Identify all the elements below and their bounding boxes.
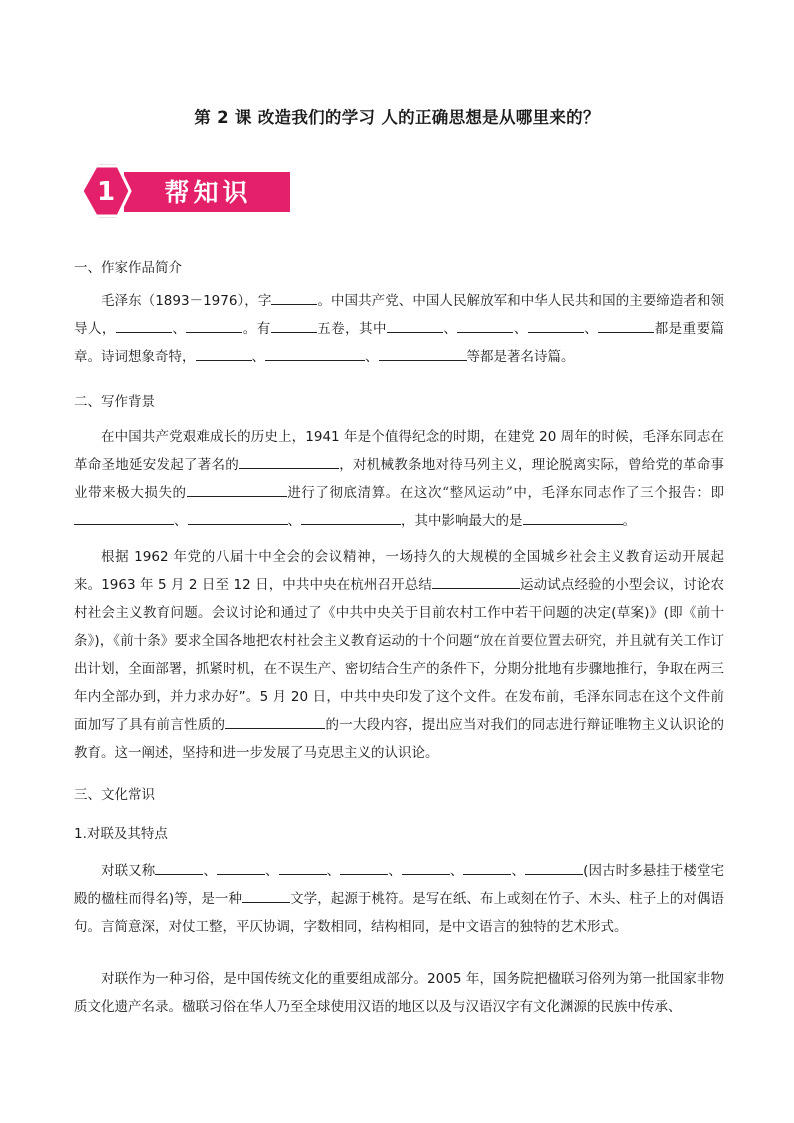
section-heading-3: 三、文化常识: [74, 787, 155, 803]
section-banner: [78, 160, 292, 222]
banner-label: 帮知识: [164, 178, 252, 207]
fill-blank[interactable]: [186, 317, 242, 333]
fill-blank[interactable]: [432, 573, 520, 589]
fill-blank[interactable]: [242, 887, 290, 903]
fill-blank[interactable]: [525, 859, 583, 875]
fill-blank[interactable]: [196, 345, 252, 361]
fill-blank[interactable]: [239, 453, 339, 469]
section-heading-1: 一、作家作品简介: [74, 260, 182, 276]
fill-blank[interactable]: [523, 509, 623, 525]
fill-blank[interactable]: [271, 317, 317, 333]
fill-blank[interactable]: [528, 317, 584, 333]
background-paragraph-1: 在中国共产党艰难成长的历史上，1941 年是个值得纪念的时期，在建党 20 周年的时候，毛泽东同志在革命圣地延安发起了著名的 ，对机械教条地对待马列主义，理论脱离实际，曾给党的革命事业带来极大损失的 进行了彻底清算。在这次“整风运动”中，毛泽东同志作了三个报告：即、 、 ，其中影响最大的是 。: [74, 429, 725, 529]
fill-blank[interactable]: [598, 317, 654, 333]
fill-blank[interactable]: [463, 859, 511, 875]
fill-blank[interactable]: [225, 713, 325, 729]
fill-blank[interactable]: [74, 509, 174, 525]
fill-blank[interactable]: [271, 289, 317, 305]
page-title: 第 2 课 改造我们的学习 人的正确思想是从哪里来的？: [194, 108, 600, 127]
couplet-paragraph-1: 对联又称 、 、 、 、 、 、 (因古时多悬挂于楼堂宅殿的楹柱而得名)等，是一种 文学，起源于桃符。是写在纸、布上或刻在竹子、木头、柱子上的对偶语句。言简意深，对仗工整，平仄协调，字数相同，结构相同，是中文语言的独特的艺术形式。: [74, 857, 724, 941]
subsection-heading: 1.对联及其特点: [74, 826, 168, 842]
background-paragraph-2: 根据 1962 年党的八届十中全会的会议精神，一场持久的大规模的全国城乡社会主义教育运动开展起来。1963 年 5 月 2 日至 12 日，中共中央在杭州召开总结 运动试点经验的小型会议，讨论农村社会主义教育问题。会议讨论和通过了《中共中央关于目前农村工作中若干问题的决定(草案)》(即《前十条》)，《前十条》要求全国各地把农村社会主义教育运动的十个问题“放在首要位置去研究，并且就有关工作订出计划，全面部署，抓紧时机，在不误生产、密切结合生产的条件下，分期分批地有步骤地推行，争取在两三年内全部办到，并力求办好”。5 月 20 日，中共中央印发了这个文件。在发布前，毛泽东同志在这个文件前面加写了具有前言性质的 的一大段内容，提出应当对我们的同志进行辩证唯物主义认识论的教育。这一阐述，坚持和进一步发展了马克思主义的认识论。: [74, 549, 725, 761]
couplet-paragraph-2: 对联作为一种习俗，是中国传统文化的重要组成部分。2005 年，国务院把楹联习俗列为第一批国家非物质文化遗产名录。楹联习俗在华人乃至全球使用汉语的地区以及与汉语汉字有文化渊源的民族中传承、: [74, 971, 724, 1015]
fill-blank[interactable]: [301, 509, 401, 525]
author-intro: 毛泽东（1893－1976），字 。中国共产党、中国人民解放军和中华人民共和国的主要缔造者和领导人， 、 。有 五卷，其中 、 、 、 都是重要篇章。诗词想象奇特， 、 、 等都是著名诗篇。: [74, 287, 724, 371]
fill-blank[interactable]: [116, 317, 172, 333]
fill-blank[interactable]: [379, 345, 467, 361]
fill-blank[interactable]: [155, 859, 203, 875]
fill-blank[interactable]: [188, 509, 288, 525]
section-heading-2: 二、写作背景: [74, 394, 155, 410]
fill-blank[interactable]: [187, 481, 287, 497]
fill-blank[interactable]: [402, 859, 450, 875]
fill-blank[interactable]: [279, 859, 327, 875]
fill-blank[interactable]: [340, 859, 388, 875]
banner-number: 1: [96, 177, 116, 207]
fill-blank[interactable]: [217, 859, 265, 875]
fill-blank[interactable]: [265, 345, 365, 361]
fill-blank[interactable]: [387, 317, 443, 333]
fill-blank[interactable]: [457, 317, 513, 333]
